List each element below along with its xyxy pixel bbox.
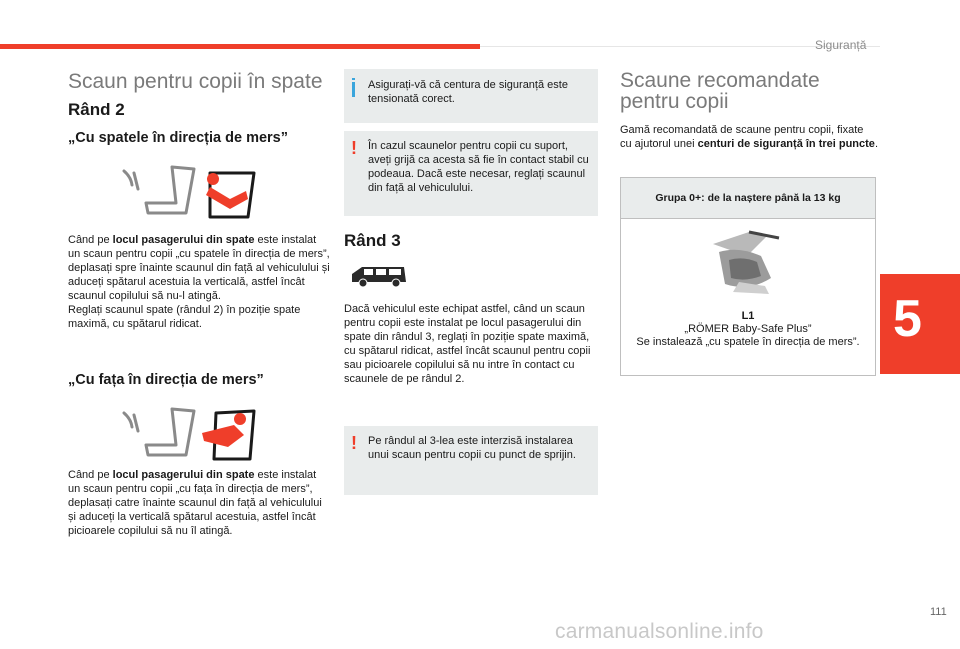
forward-facing-heading: „Cu fața în direcția de mers” (68, 372, 264, 388)
header-accent-bar (0, 44, 480, 49)
table-header: Grupa 0+: de la naștere până la 13 kg (621, 178, 875, 219)
rear-facing-seat-illustration (118, 163, 263, 221)
seat-install-note: Se instalează „cu spatele în direcția de mers”. (636, 336, 860, 348)
warning-icon: ! (351, 138, 357, 158)
seat-model: „RÖMER Baby-Safe Plus” (684, 323, 812, 335)
chapter-number: 5 (893, 290, 922, 348)
motion-line-icon (124, 171, 132, 185)
recommended-intro: Gamă recomandată de scaune pentru copii, fixate cu ajutorul unei centuri de siguranță în trei puncte. (620, 124, 878, 150)
van-icon (350, 264, 408, 288)
forward-facing-seat-illustration (118, 405, 263, 463)
front-seat-icon (146, 167, 194, 213)
forward-facing-text: Când pe locul pasagerului din spate este instalat un scaun pentru copii „cu fața în direcția de mers”, deplasați catre înainte scaunul din față al vehiculului și aduceți la verticală spătarul acestuia, astfel încât picioarele copilului să nu îl atingă. (68, 469, 322, 537)
warning-icon: ! (351, 433, 357, 453)
info-icon (352, 82, 355, 97)
child-seat-icon (206, 187, 248, 209)
recommended-title-line1: Scaune recomandate (620, 69, 820, 92)
warning-note: ! În cazul scaunelor pentru copii cu suport, aveți grijă ca acesta să fie în contact stabil cu podeaua. Dacă este necesar, reglați scaunul din față al vehiculului. (344, 131, 598, 216)
watermark: carmanualsonline.info (555, 620, 764, 643)
page-number: 111 (930, 606, 947, 618)
row3-warning-note: ! Pe rândul al 3-lea este interzisă instalarea unui scaun pentru copii cu punct de sprijin. (344, 426, 598, 495)
child-seat-table (620, 177, 876, 376)
row3-text: Dacă vehiculul este echipat astfel, când un scaun pentru copii este instalat pe locul pasagerului din spate din rândul 3, reglați în poziție spate maximă, cu spătarul ridicat, astfel încât scaunul pentru copii sau picioarele copilului să nu intre în contact cu scaunele de pe rândul 2. (344, 303, 591, 385)
infant-carrier-image (709, 226, 781, 296)
info-note: Asigurați-vă că centura de siguranță este tensionată corect. (344, 69, 598, 123)
row2-heading: Rând 2 (68, 100, 125, 119)
recommended-title-line2: pentru copii (620, 90, 729, 113)
row3-heading: Rând 3 (344, 231, 401, 250)
seat-code: L1 (741, 310, 755, 322)
rear-facing-text: Când pe locul pasagerului din spate este instalat un scaun pentru copii „cu spatele în direcția de mers”, deplasați spre înainte scaunul din față al vehiculului și aduceți spătarul acestuia la verticală, astfel încât scaunul copilului să nu-l atingă. Reglați scaunul spate (rândul 2) în poziție spate maximă, cu spătarul ridicat. (68, 234, 330, 330)
page-title: Scaun pentru copii în spate (68, 70, 323, 93)
section-title: Siguranță (815, 38, 867, 52)
rear-facing-heading: „Cu spatele în direcția de mers” (68, 130, 288, 146)
child-head-icon (207, 173, 219, 185)
